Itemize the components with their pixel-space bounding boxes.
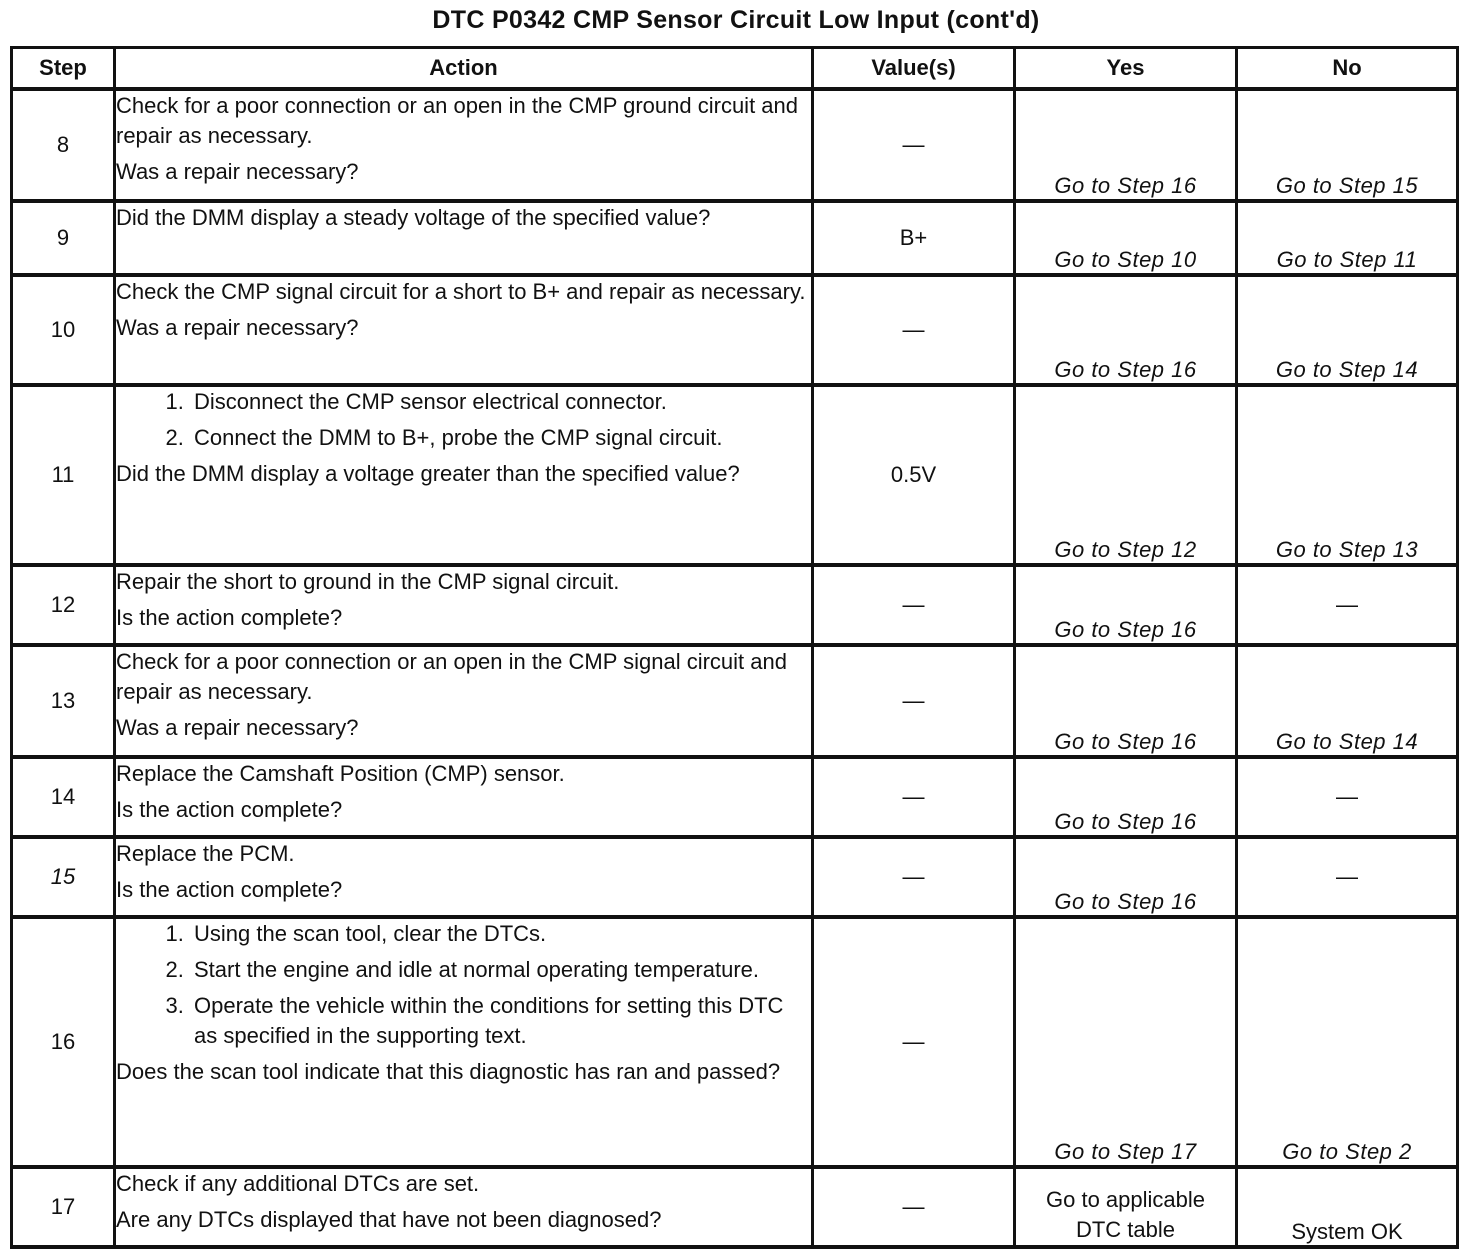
value-cell: — bbox=[813, 757, 1015, 837]
no-goto: Go to Step 2 bbox=[1282, 1139, 1412, 1164]
no-cell bbox=[1237, 89, 1458, 201]
value-cell: — bbox=[813, 837, 1015, 917]
yes-goto: Go to Step 12 bbox=[1054, 537, 1197, 562]
value-cell: — bbox=[813, 917, 1015, 1167]
header-yes: Yes bbox=[1015, 48, 1237, 90]
no-cell bbox=[1237, 201, 1458, 275]
no-cell bbox=[1237, 1167, 1458, 1247]
action-cell bbox=[115, 645, 813, 757]
action-text: Check for a poor connection or an open in the CMP signal circuit and repair as necessary. bbox=[116, 649, 787, 704]
table-row bbox=[12, 201, 1458, 275]
list-item: 2. Connect the DMM to B+, probe the CMP signal circuit. bbox=[190, 423, 811, 453]
yes-goto: Go to Step 16 bbox=[1054, 729, 1197, 754]
action-cell bbox=[115, 1167, 813, 1247]
no-cell bbox=[1237, 917, 1458, 1167]
value-cell: — bbox=[813, 1167, 1015, 1247]
value-cell: — bbox=[813, 645, 1015, 757]
table-row bbox=[12, 385, 1458, 565]
value-cell: B+ bbox=[813, 201, 1015, 275]
table-row bbox=[12, 89, 1458, 201]
yes-cell bbox=[1015, 1167, 1237, 1247]
action-cell bbox=[115, 275, 813, 385]
action-cell bbox=[115, 89, 813, 201]
no-goto: Go to Step 14 bbox=[1275, 729, 1419, 754]
value-cell: — bbox=[813, 89, 1015, 201]
table-row bbox=[12, 837, 1458, 917]
table-row bbox=[12, 917, 1458, 1167]
diagnostic-table bbox=[10, 46, 1459, 1249]
table-row bbox=[12, 275, 1458, 385]
no-cell bbox=[1237, 275, 1458, 385]
header-no: No bbox=[1237, 48, 1458, 90]
list-item: 1. Disconnect the CMP sensor electrical connector. bbox=[190, 387, 811, 417]
action-question: Is the action complete? bbox=[116, 797, 343, 822]
page-title: DTC P0342 CMP Sensor Circuit Low Input (cont'd) bbox=[432, 6, 1040, 34]
action-text: Check the CMP signal circuit for a short to B+ and repair as necessary. bbox=[116, 279, 806, 304]
action-text: Replace the PCM. bbox=[116, 841, 295, 866]
table-row bbox=[12, 645, 1458, 757]
yes-goto: Go to Step 16 bbox=[1054, 889, 1197, 914]
yes-goto: Go to Step 17 bbox=[1054, 1139, 1197, 1164]
table-row bbox=[12, 757, 1458, 837]
header-action: Action bbox=[115, 48, 813, 90]
yes-goto: Go to Step 10 bbox=[1054, 247, 1197, 272]
action-list bbox=[116, 387, 811, 453]
action-text: Replace the Camshaft Position (CMP) sensor. bbox=[116, 761, 565, 786]
no-cell bbox=[1237, 385, 1458, 565]
action-cell bbox=[115, 201, 813, 275]
no-goto: Go to Step 13 bbox=[1275, 537, 1419, 562]
action-cell bbox=[115, 385, 813, 565]
step-number: 15 bbox=[12, 837, 115, 917]
value-cell: — bbox=[813, 275, 1015, 385]
action-question: Did the DMM display a voltage greater than the specified value? bbox=[116, 461, 740, 486]
action-cell bbox=[115, 917, 813, 1167]
yes-goto: Go to Step 16 bbox=[1054, 357, 1197, 382]
yes-goto: Go to Step 16 bbox=[1054, 617, 1197, 642]
step-number: 11 bbox=[12, 385, 115, 565]
value-cell: — bbox=[813, 565, 1015, 645]
action-cell bbox=[115, 837, 813, 917]
yes-goto: Go to Step 16 bbox=[1054, 809, 1197, 834]
yes-cell bbox=[1015, 201, 1237, 275]
yes-cell bbox=[1015, 275, 1237, 385]
action-list bbox=[116, 919, 811, 1051]
action-cell bbox=[115, 565, 813, 645]
step-number: 9 bbox=[12, 201, 115, 275]
action-question: Was a repair necessary? bbox=[116, 159, 359, 184]
no-cell: — bbox=[1237, 565, 1458, 645]
action-text: Check for a poor connection or an open in the CMP ground circuit and repair as necessary. bbox=[116, 93, 798, 148]
header-row bbox=[12, 48, 1458, 90]
step-number: 14 bbox=[12, 757, 115, 837]
value-cell: 0.5V bbox=[813, 385, 1015, 565]
yes-goto: Go to Step 16 bbox=[1054, 173, 1197, 198]
no-goto: System OK bbox=[1291, 1219, 1403, 1244]
action-question: Is the action complete? bbox=[116, 877, 343, 902]
step-number: 8 bbox=[12, 89, 115, 201]
step-number: 17 bbox=[12, 1167, 115, 1247]
yes-cell bbox=[1015, 757, 1237, 837]
no-goto: Go to Step 15 bbox=[1275, 173, 1419, 198]
step-number: 13 bbox=[12, 645, 115, 757]
no-goto: Go to Step 14 bbox=[1275, 357, 1419, 382]
action-question: Does the scan tool indicate that this diagnostic has ran and passed? bbox=[116, 1059, 781, 1084]
list-item: 2. Start the engine and idle at normal operating temperature. bbox=[190, 955, 811, 985]
yes-cell bbox=[1015, 565, 1237, 645]
header-step: Step bbox=[12, 48, 115, 90]
action-question: Was a repair necessary? bbox=[116, 715, 359, 740]
header-values: Value(s) bbox=[813, 48, 1015, 90]
yes-cell bbox=[1015, 89, 1237, 201]
no-cell: — bbox=[1237, 837, 1458, 917]
list-item: 1. Using the scan tool, clear the DTCs. bbox=[190, 919, 811, 949]
action-text: Repair the short to ground in the CMP signal circuit. bbox=[116, 569, 620, 594]
list-item: 3. Operate the vehicle within the conditions for setting this DTC as specified in the supporting text. bbox=[190, 991, 811, 1051]
action-text: Check if any additional DTCs are set. bbox=[116, 1171, 480, 1196]
no-cell: — bbox=[1237, 757, 1458, 837]
action-question: Is the action complete? bbox=[116, 605, 343, 630]
action-question: Was a repair necessary? bbox=[116, 315, 359, 340]
table-row bbox=[12, 565, 1458, 645]
no-cell bbox=[1237, 645, 1458, 757]
step-number: 16 bbox=[12, 917, 115, 1167]
action-question: Are any DTCs displayed that have not been diagnosed? bbox=[116, 1207, 662, 1232]
yes-cell bbox=[1015, 917, 1237, 1167]
yes-cell bbox=[1015, 385, 1237, 565]
step-number: 10 bbox=[12, 275, 115, 385]
yes-goto: Go to applicable DTC table bbox=[1046, 1187, 1205, 1242]
action-question: Did the DMM display a steady voltage of the specified value? bbox=[116, 205, 711, 230]
step-number: 12 bbox=[12, 565, 115, 645]
no-goto: Go to Step 11 bbox=[1276, 247, 1418, 272]
table-row bbox=[12, 1167, 1458, 1247]
yes-cell bbox=[1015, 837, 1237, 917]
yes-cell bbox=[1015, 645, 1237, 757]
action-cell bbox=[115, 757, 813, 837]
